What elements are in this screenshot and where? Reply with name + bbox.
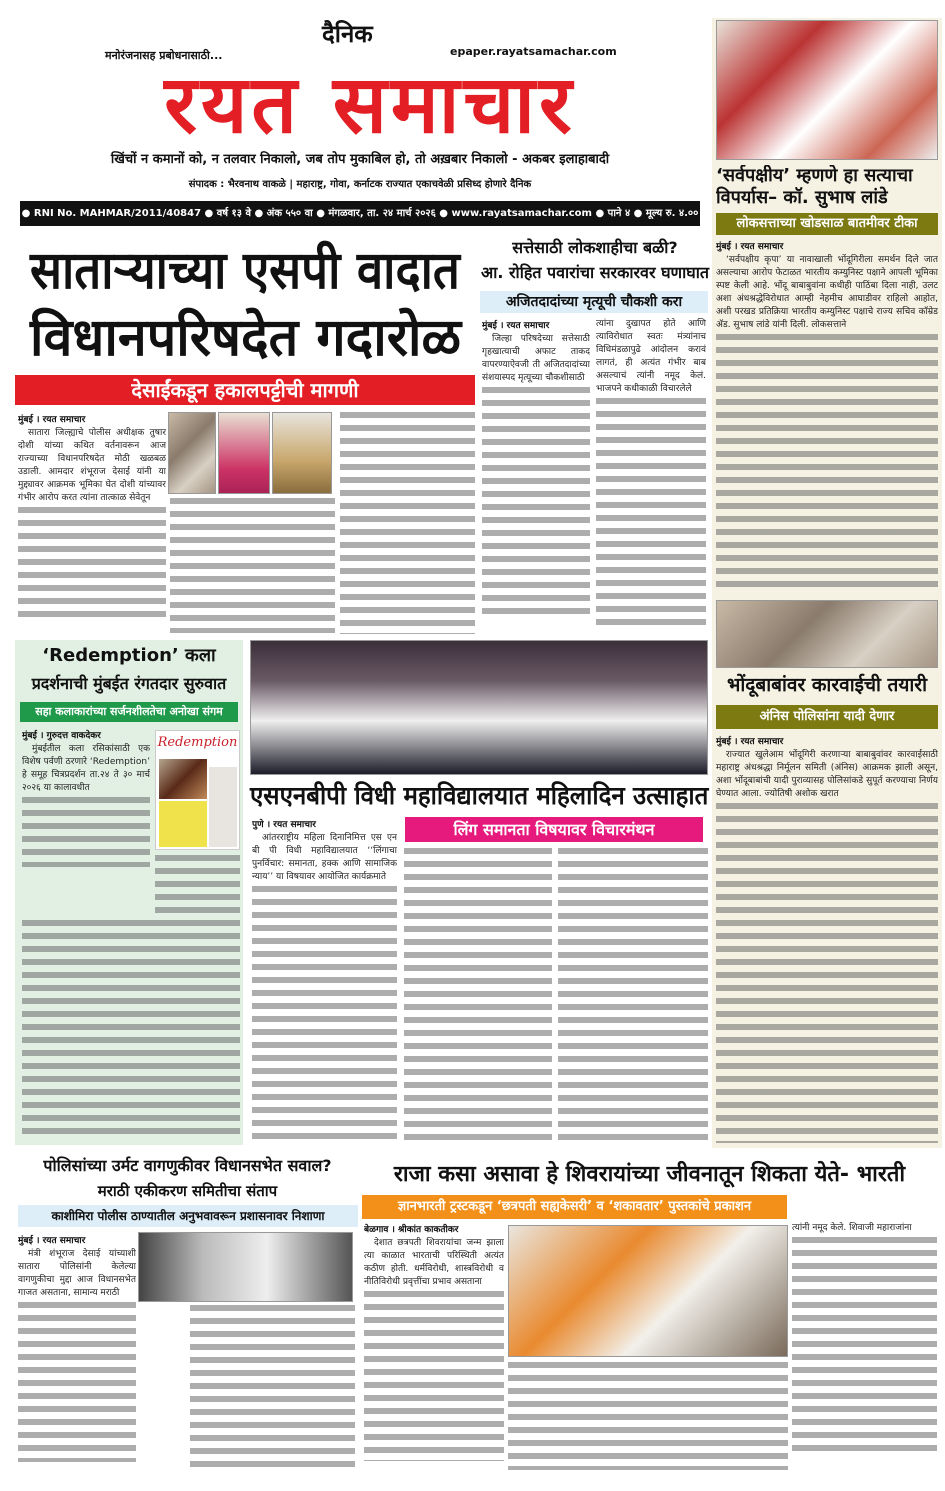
- byline: मुंबई । रयत समाचार: [716, 242, 784, 252]
- byline: बेळगाव । श्रीकांत काकतीकर: [364, 1225, 459, 1235]
- info-bar: ● RNI No. MAHMAR/2011/40847 ● वर्ष १३ वे ● अंक ५५० वा ● मंगळवार, ता. २४ मार्च २०२६ ● www.rayatsamachar.com ● पाने ४ ● मूल्य रु. ४.००: [20, 201, 700, 226]
- article-text: आंतरराष्ट्रीय महिला दिनानिमित्त एस एन बी पी विधी महाविद्यालयात ‘‘लिंगाचा पुनर्विचार: समानता, हक्क आणि सामाजिक न्याय’’ या विषयावर आयोजित कार्यक्रमाते: [252, 833, 397, 882]
- article-text: ‘सर्वपक्षीय कृपा’ या नावाखाली भोंदूगिरीला समर्थन दिले जात असल्याचा आरोप फेटाळत भारतीय कम्युनिस्ट पक्षाने आपली भूमिका स्पष्ट केली आहे. भोंदू बाबाबुवांना कधीही पाठिंबा दिला नाही, उलट अशा अंधश्रद्धेविरोधात आम्ही नेहमीच आघाडीवर राहिलो आहोत, अशी परखड प्रतिक्रिया भारतीय कम्युनिस्ट पक्षाचे राज्य सचिव कॉम्रेड ॲड. सुभाष लांडे यांनी दिली. लोकसत्ताने: [716, 255, 938, 330]
- lead-headline-line2: विधानपरिषदेत गदारोळ: [30, 308, 461, 368]
- newspaper-logo: रयत समाचार: [164, 58, 576, 151]
- snbp-headline: एसएनबीपी विधी महाविद्यालयात महिलादिन उत्साहात: [250, 781, 709, 810]
- byline: मुंबई । रयत समाचार: [482, 321, 550, 331]
- article-text: मुंबईतील कला रसिकांसाठी एक विशेष पर्वणी ठरणारे ‘Redemption’ हे समूह चित्रप्रदर्शन ता.२४ ते ३० मार्च २०२६ या कालावधीत: [22, 744, 150, 793]
- article-text-continued: [716, 334, 938, 594]
- article-text: सातारा जिल्ह्याचे पोलीस अधीक्षक तुषार दोशी यांच्या कथित वर्तनावरून आज राज्याच्या विधानपरिषदेत मोठी खळबळ उडाली. आमदार शंभूराज देसाई यांनी या मुद्द्यावर आक्रमक भूमिका घेत दोशी यांच्यावर गंभीर आरोप करत त्यांना तात्काळ सेवेतून: [18, 428, 166, 503]
- right-top-headline: ‘सर्वपक्षीय’ म्हणणे हा सत्याचा विपर्यास– कॉ. सुभाष लांडे: [716, 165, 913, 208]
- redemption-headline-line1: ‘Redemption’ कला: [42, 645, 216, 666]
- article-text-continued: [716, 803, 938, 1143]
- police-photo: [138, 1232, 353, 1302]
- right-top-subhead: लोकसत्ताच्या खोडसाळ बातमीवर टीका: [716, 213, 938, 235]
- article-text-continued: [792, 1237, 937, 1457]
- portrait-photo: [218, 412, 270, 494]
- masthead-quote: खिंचों न कमानों को, न तलवार निकालो, जब तोप मुकाबिल हो, तो अख़बार निकालो - अकबर इलाहाबादी: [110, 152, 610, 167]
- article-text-continued: [170, 498, 335, 633]
- police-subhead: काशीमिरा पोलीस ठाण्यातील अनुभवावरून प्रशासनावर निशाणा: [18, 1205, 358, 1227]
- masthead-daily: दैनिक: [322, 20, 373, 48]
- article-text-continued: [482, 387, 590, 617]
- group-photo: [250, 640, 708, 775]
- article-text-continued: [22, 920, 240, 1140]
- shivaji-subhead: ज्ञानभारती ट्रस्टकडून ‘छत्रपती सह्यकेसरी’ व ‘शकावतार’ पुस्तकांचे प्रकाशन: [362, 1195, 787, 1219]
- police-headline-line1: पोलिसांच्या उर्मट वागणुकीवर विधानसभेत सवाल?: [43, 1156, 332, 1175]
- byline: मुंबई । रयत समाचार: [18, 1236, 86, 1246]
- rally-photo: [716, 20, 938, 160]
- article-text: राज्यात खुलेआम भोंदूगिरी करणाऱ्या बाबाबुवांवर कारवाईसाठी महाराष्ट्र अंधश्रद्धा निर्मूलन समिती (अंनिस) आक्रमक झाली असून, अशा भोंदूबाबांची यादी पुराव्यासह पोलिसांकडे सुपूर्त करण्याचा निर्णय घेण्यात आला. ज्योतिषी अशोक खरात: [716, 750, 938, 799]
- article-text-continued: [22, 797, 150, 867]
- rohit-kicker: सत्तेसाठी लोकशाहीचा बळी?: [512, 238, 678, 257]
- masthead-tagline: मनोरंजनासह प्रबोधनासाठी...: [105, 49, 223, 62]
- byline: मुंबई । गुरुदत्त वाकदेकर: [22, 731, 101, 741]
- right-bottom-headline: भोंदूबाबांवर कारवाईची तयारी: [726, 674, 928, 696]
- snbp-subhead: लिंग समानता विषयावर विचारमंथन: [405, 817, 703, 842]
- article-text: त्यांनी नमूद केले. शिवाजी महाराजांना: [792, 1223, 912, 1233]
- article-text: देशात छत्रपती शिवरायांचा जन्म झाला त्या काळात भारताची परिस्थिती अत्यंत कठीण होती. धर्मविरोधी, शास्त्रविरोधी व नीतिविरोधी प्रवृत्तींचा प्रभाव असताना: [364, 1238, 504, 1287]
- article-text-continued: [508, 1362, 788, 1470]
- article-text-continued: [340, 412, 475, 634]
- article-text-continued: [18, 1302, 136, 1462]
- painting-thumbnail: [209, 767, 237, 847]
- article-text-continued: [404, 848, 552, 1143]
- book-launch-photo: [508, 1225, 788, 1357]
- article-text: त्यांना दुखापत होते आणि त्याविरोधात स्वतः मंत्र्यांनाच विधिमंडळापुढे आंदोलन करावं लागतं, ही अत्यंत गंभीर बाब असल्याचं त्यांनी नमूद केलं. भाजपने कधीकाळी विचारलेले: [596, 319, 706, 394]
- portrait-photo: [168, 412, 216, 494]
- article-text-continued: [596, 398, 706, 628]
- epaper-link[interactable]: epaper.rayatsamachar.com: [450, 45, 617, 58]
- right-bottom-subhead: अंनिस पोलिसांना यादी देणार: [716, 705, 938, 729]
- painting-thumbnail: [159, 759, 207, 799]
- lead-headline-line1: साताऱ्याच्या एसपी वादात: [30, 241, 460, 301]
- byline: पुणे । रयत समाचार: [252, 820, 316, 830]
- article-text: मंत्री शंभूराज देसाई यांच्याशी सातारा पोलिसांनी केलेल्या वागणुकीचा मुद्दा आज विधानसभेत गाजत असताना, सामान्य मराठी: [18, 1249, 136, 1298]
- rohit-subhead: अजितदादांच्या मृत्यूची चौकशी करा: [480, 291, 708, 313]
- shivaji-headline: राजा कसा असावा हे शिवरायांच्या जीवनातून शिकता येते- भारती: [393, 1162, 906, 1187]
- article-text-continued: [558, 848, 708, 1143]
- poster-title: Redemption: [157, 735, 238, 750]
- article-text-continued: [155, 855, 240, 915]
- article-text-continued: [252, 886, 397, 1145]
- redemption-subhead: सहा कलाकारांच्या सर्जनशीलतेचा अनोखा संगम: [20, 702, 238, 722]
- police-headline-line2: मराठी एकीकरण समितीचा संताप: [97, 1182, 278, 1200]
- rohit-headline: आ. रोहित पवारांचा सरकारवर घणाघात: [481, 263, 709, 282]
- byline: मुंबई । रयत समाचार: [716, 737, 784, 747]
- painting-thumbnail: [159, 801, 207, 847]
- award-photo: [716, 600, 938, 668]
- portrait-photo: [272, 412, 332, 494]
- editor-line: संपादक : भैरवनाथ वाकळे | महाराष्ट्र, गोवा, कर्नाटक राज्यात एकाचवेळी प्रसिध्द होणारे दैनिक: [188, 179, 532, 190]
- article-text-continued: [190, 1305, 355, 1470]
- lead-subhead: देसाईंकडून हकालपट्टीची मागणी: [15, 375, 475, 405]
- redemption-headline-line2: प्रदर्शनाची मुंबईत रंगतदार सुरुवात: [31, 674, 227, 693]
- article-text: जिल्हा परिषदेच्या सत्तेसाठी गृहखात्याची अफाट ताकद वापरण्याऐवजी ती अजितदादांच्या संशयास्पद मृत्यूच्या चौकशीसाठी: [482, 334, 590, 383]
- byline: मुंबई । रयत समाचार: [18, 415, 86, 425]
- article-text-continued: [364, 1291, 504, 1461]
- exhibition-poster: [155, 730, 240, 850]
- article-text-continued: [18, 507, 166, 617]
